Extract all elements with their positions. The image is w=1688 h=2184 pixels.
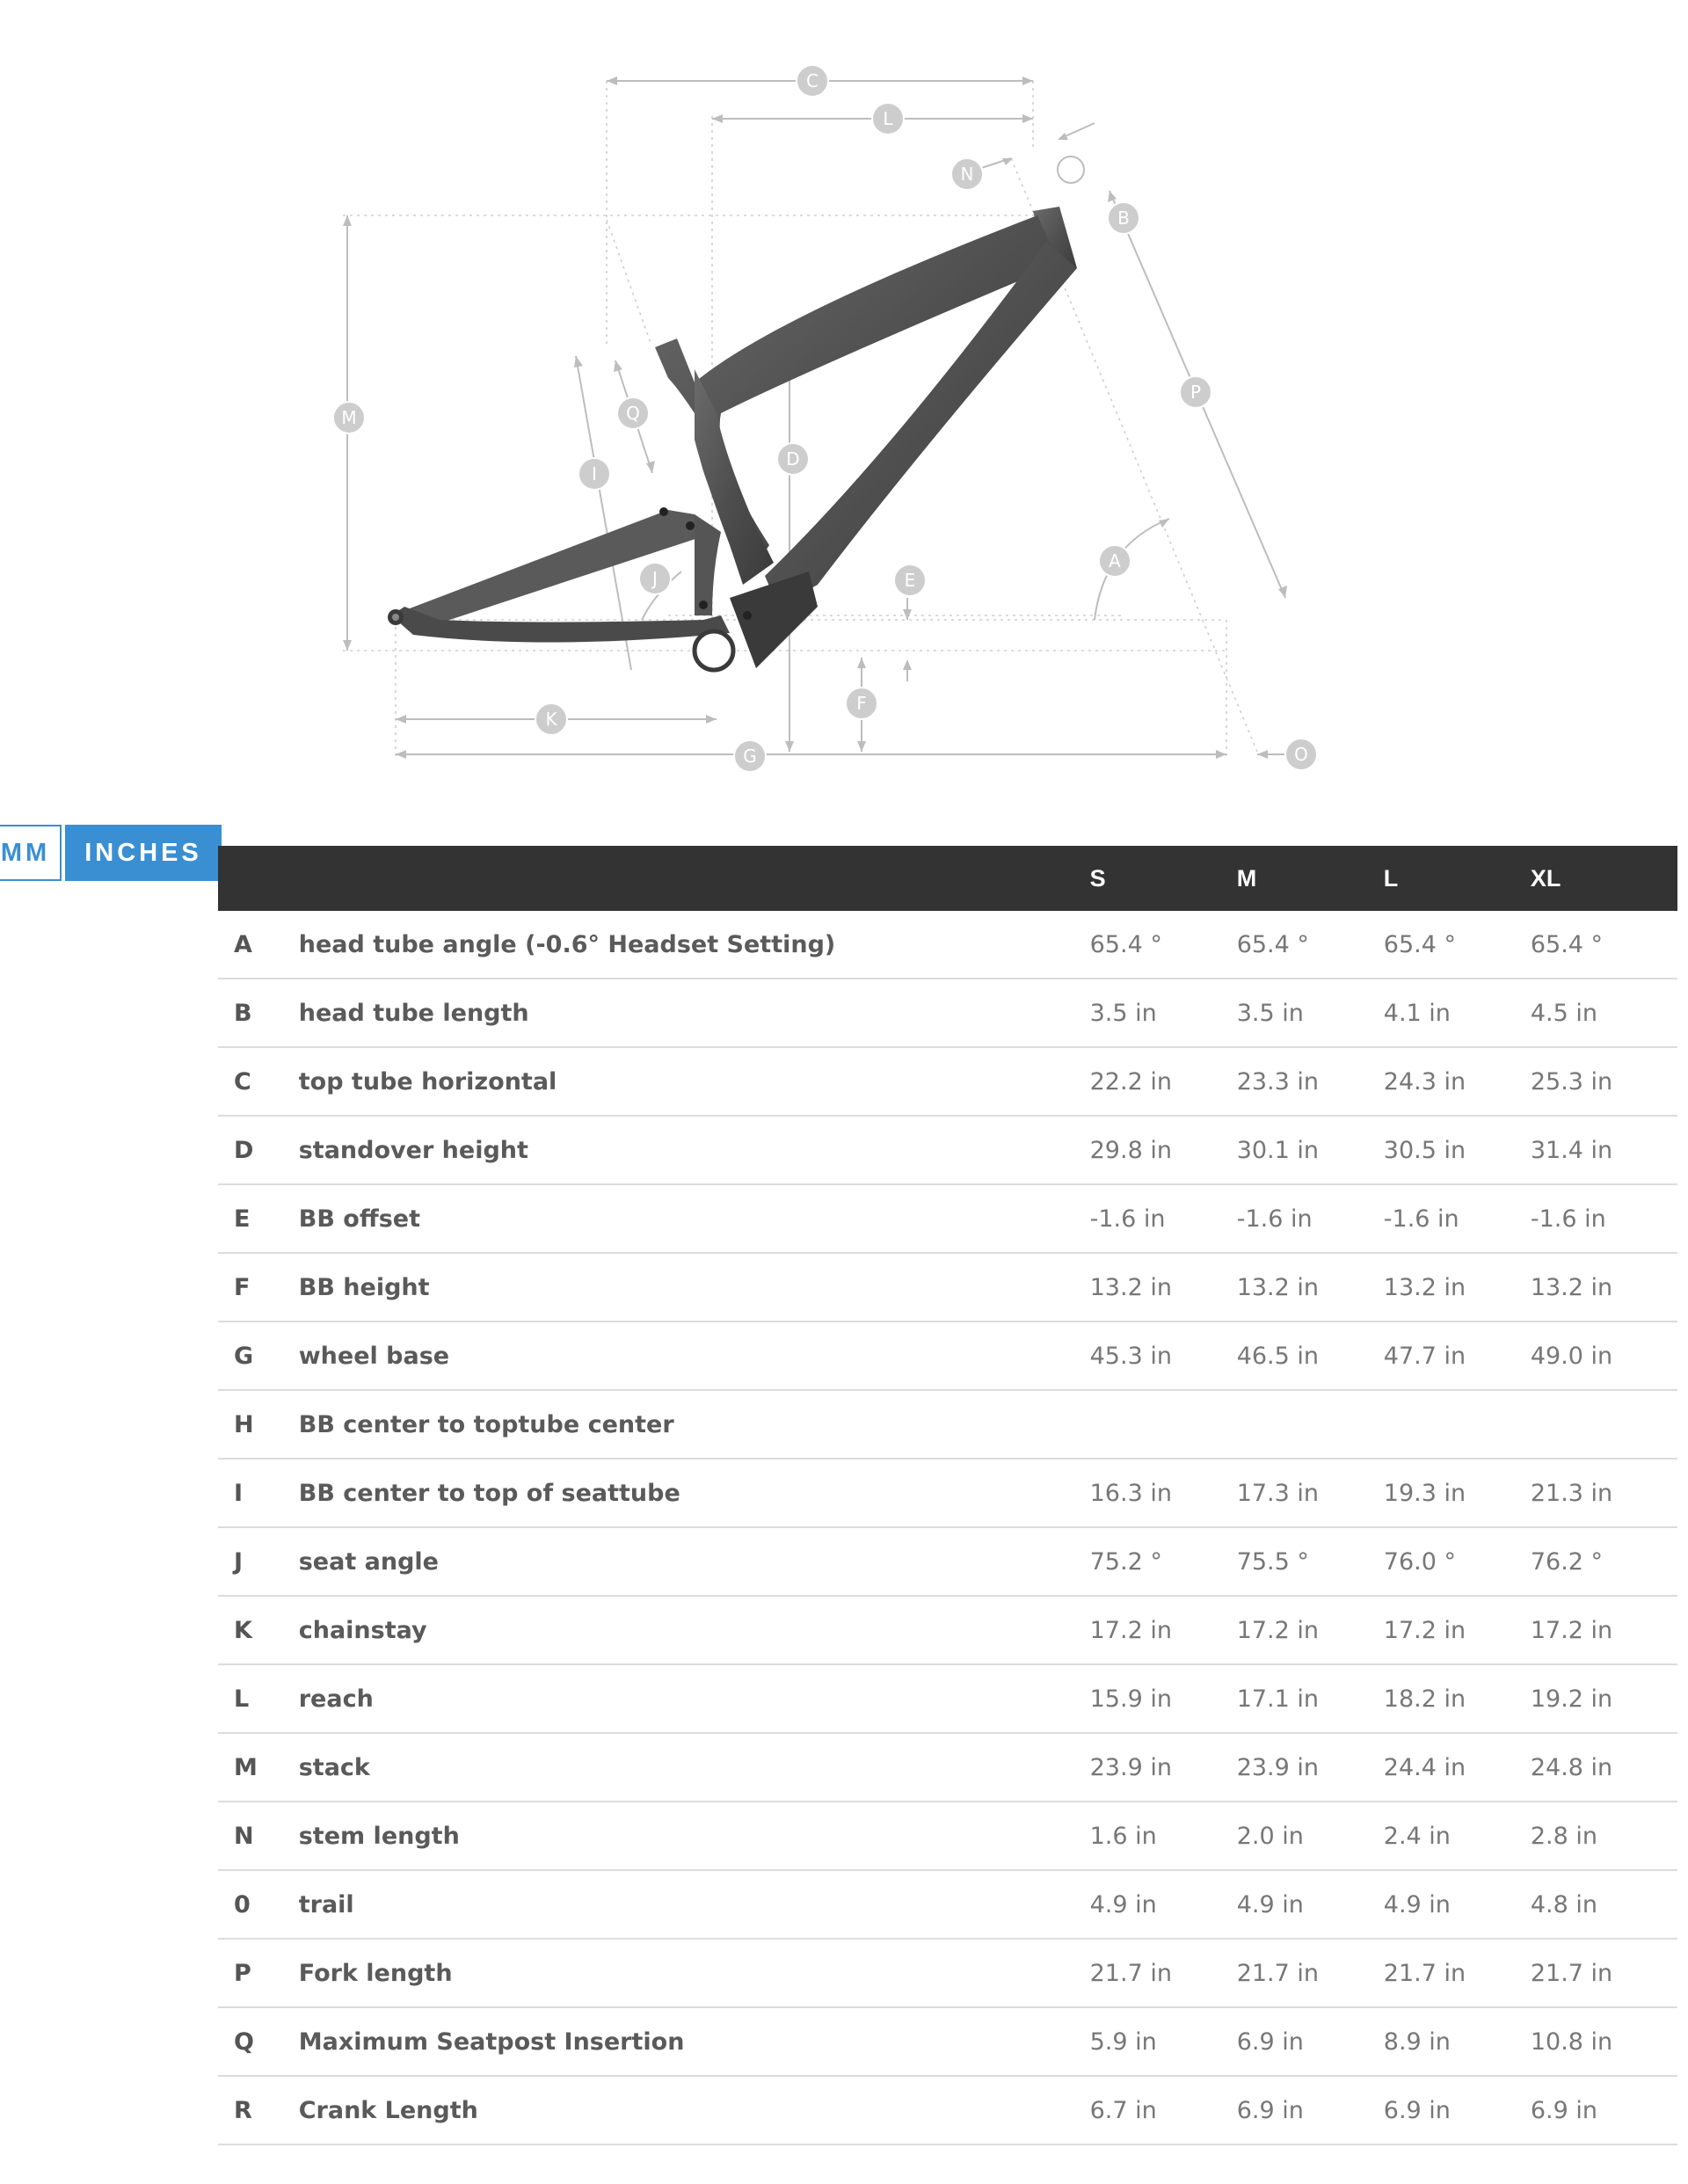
- row-value: -1.6 in: [1384, 1184, 1531, 1253]
- unit-toggle: [0, 825, 222, 885]
- row-value: 76.2 °: [1531, 1527, 1677, 1596]
- row-value: 49.0 in: [1531, 1321, 1677, 1390]
- table-row: [218, 1390, 1677, 1459]
- row-value: 24.3 in: [1384, 1047, 1531, 1116]
- svg-text:Q: Q: [626, 403, 640, 424]
- geometry-table: [218, 846, 1677, 2145]
- row-value: 25.3 in: [1531, 1047, 1677, 1116]
- svg-text:K: K: [545, 709, 557, 730]
- svg-text:B: B: [1117, 207, 1130, 229]
- label-c: [797, 65, 828, 97]
- row-letter: F: [218, 1253, 299, 1321]
- guide-lines: [343, 81, 1257, 756]
- row-name: Maximum Seatpost Insertion: [299, 2007, 1090, 2076]
- table-row: [218, 1802, 1677, 1870]
- row-letter: M: [218, 1733, 299, 1802]
- row-value: 17.3 in: [1237, 1459, 1384, 1527]
- header-name: [299, 846, 1090, 911]
- row-letter: J: [218, 1527, 299, 1596]
- row-value: 3.5 in: [1237, 979, 1384, 1047]
- table-row: [218, 1184, 1677, 1253]
- row-value: 21.7 in: [1090, 1939, 1237, 2007]
- label-g: [734, 740, 766, 772]
- svg-text:P: P: [1190, 382, 1202, 403]
- row-value: 4.9 in: [1237, 1870, 1384, 1939]
- row-name: wheel base: [299, 1321, 1090, 1390]
- table-row: [218, 979, 1677, 1047]
- mm-unit-button[interactable]: MM: [0, 825, 62, 881]
- svg-text:M: M: [341, 407, 357, 428]
- row-value: [1384, 1390, 1531, 1459]
- row-value: 2.0 in: [1237, 1802, 1384, 1870]
- row-value: 46.5 in: [1237, 1321, 1384, 1390]
- row-name: BB height: [299, 1253, 1090, 1321]
- table-row: [218, 1733, 1677, 1802]
- table-row: [218, 1596, 1677, 1664]
- row-value: 6.9 in: [1237, 2076, 1384, 2144]
- row-value: -1.6 in: [1531, 1184, 1677, 1253]
- svg-text:F: F: [856, 693, 867, 714]
- svg-text:O: O: [1294, 744, 1308, 765]
- row-letter: P: [218, 1939, 299, 2007]
- row-name: Crank Length: [299, 2076, 1090, 2144]
- label-j: [639, 563, 671, 594]
- table-body: [218, 911, 1677, 2144]
- table-row: [218, 1939, 1677, 2007]
- table-row: [218, 1527, 1677, 1596]
- svg-text:J: J: [652, 568, 658, 589]
- row-value: 65.4 °: [1531, 911, 1677, 979]
- row-value: [1090, 1390, 1237, 1459]
- row-value: 8.9 in: [1384, 2007, 1531, 2076]
- row-value: 75.5 °: [1237, 1527, 1384, 1596]
- inches-unit-button[interactable]: INCHES: [65, 825, 222, 881]
- row-value: 17.2 in: [1237, 1596, 1384, 1664]
- row-value: 6.9 in: [1237, 2007, 1384, 2076]
- row-value: 30.5 in: [1384, 1116, 1531, 1184]
- row-value: 24.8 in: [1531, 1733, 1677, 1802]
- row-value: 30.1 in: [1237, 1116, 1384, 1184]
- row-value: 4.1 in: [1384, 979, 1531, 1047]
- row-value: 22.2 in: [1090, 1047, 1237, 1116]
- svg-text:C: C: [806, 70, 819, 91]
- row-value: 65.4 °: [1384, 911, 1531, 979]
- row-value: 13.2 in: [1531, 1253, 1677, 1321]
- row-value: 17.2 in: [1531, 1596, 1677, 1664]
- row-letter: K: [218, 1596, 299, 1664]
- row-value: 15.9 in: [1090, 1664, 1237, 1733]
- svg-text:I: I: [592, 463, 597, 484]
- row-value: 6.7 in: [1090, 2076, 1237, 2144]
- row-value: 75.2 °: [1090, 1527, 1237, 1596]
- row-value: 10.8 in: [1531, 2007, 1677, 2076]
- row-value: -1.6 in: [1237, 1184, 1384, 1253]
- row-value: 4.9 in: [1090, 1870, 1237, 1939]
- row-value: 4.8 in: [1531, 1870, 1677, 1939]
- table-header-row: [218, 846, 1677, 911]
- label-o: [1285, 739, 1317, 770]
- svg-text:N: N: [960, 164, 974, 185]
- row-value: 45.3 in: [1090, 1321, 1237, 1390]
- row-value: 23.9 in: [1237, 1733, 1384, 1802]
- row-value: 65.4 °: [1237, 911, 1384, 979]
- bike-frame: [388, 207, 1077, 670]
- row-name: BB center to toptube center: [299, 1390, 1090, 1459]
- row-name: BB center to top of seattube: [299, 1459, 1090, 1527]
- svg-text:E: E: [904, 570, 916, 591]
- row-value: 2.8 in: [1531, 1802, 1677, 1870]
- table-row: [218, 1870, 1677, 1939]
- row-letter: Q: [218, 2007, 299, 2076]
- svg-text:G: G: [743, 746, 757, 767]
- label-e: [894, 564, 926, 596]
- row-value: 2.4 in: [1384, 1802, 1531, 1870]
- row-value: 21.7 in: [1384, 1939, 1531, 2007]
- row-value: -1.6 in: [1090, 1184, 1237, 1253]
- table-row: [218, 1321, 1677, 1390]
- row-name: seat angle: [299, 1527, 1090, 1596]
- row-value: 65.4 °: [1090, 911, 1237, 979]
- size-header-s: S: [1089, 864, 1106, 892]
- row-letter: G: [218, 1321, 299, 1390]
- row-value: 1.6 in: [1090, 1802, 1237, 1870]
- row-name: top tube horizontal: [299, 1047, 1090, 1116]
- row-letter: C: [218, 1047, 299, 1116]
- label-m: [333, 402, 365, 433]
- label-q: [617, 397, 649, 429]
- row-letter: H: [218, 1390, 299, 1459]
- size-header-l: L: [1383, 864, 1399, 892]
- row-value: 18.2 in: [1384, 1664, 1531, 1733]
- dimension-labels: [333, 65, 1317, 772]
- row-name: stack: [299, 1733, 1090, 1802]
- table-row: [218, 1459, 1677, 1527]
- label-i: [578, 458, 610, 490]
- row-name: chainstay: [299, 1596, 1090, 1664]
- row-name: stem length: [299, 1802, 1090, 1870]
- row-value: 16.3 in: [1090, 1459, 1237, 1527]
- row-name: head tube length: [299, 979, 1090, 1047]
- row-value: 29.8 in: [1090, 1116, 1237, 1184]
- svg-text:A: A: [1109, 550, 1121, 571]
- row-letter: 0: [218, 1870, 299, 1939]
- header-letter: [218, 846, 299, 911]
- size-header-m: M: [1236, 864, 1257, 892]
- row-value: [1237, 1390, 1384, 1459]
- table-row: [218, 1047, 1677, 1116]
- row-value: [1531, 1390, 1677, 1459]
- label-k: [535, 703, 567, 735]
- label-l: [872, 103, 904, 135]
- row-value: 13.2 in: [1237, 1253, 1384, 1321]
- row-letter: D: [218, 1116, 299, 1184]
- row-name: BB offset: [299, 1184, 1090, 1253]
- row-name: trail: [299, 1870, 1090, 1939]
- label-a: [1099, 545, 1131, 577]
- row-letter: E: [218, 1184, 299, 1253]
- label-f: [846, 688, 877, 719]
- row-value: 13.2 in: [1384, 1253, 1531, 1321]
- row-value: 19.3 in: [1384, 1459, 1531, 1527]
- label-b: [1108, 202, 1139, 234]
- table-row: [218, 1664, 1677, 1733]
- row-name: Fork length: [299, 1939, 1090, 2007]
- row-name: standover height: [299, 1116, 1090, 1184]
- label-n: [951, 158, 983, 190]
- table-row: [218, 1253, 1677, 1321]
- row-value: 23.3 in: [1237, 1047, 1384, 1116]
- row-value: 17.2 in: [1384, 1596, 1531, 1664]
- svg-text:L: L: [883, 108, 893, 129]
- row-value: 3.5 in: [1090, 979, 1237, 1047]
- row-value: 5.9 in: [1090, 2007, 1237, 2076]
- row-value: 17.2 in: [1090, 1596, 1237, 1664]
- row-value: 4.5 in: [1531, 979, 1677, 1047]
- label-d: [777, 443, 809, 475]
- table-row: [218, 911, 1677, 979]
- row-value: 47.7 in: [1384, 1321, 1531, 1390]
- row-value: 23.9 in: [1090, 1733, 1237, 1802]
- row-value: 21.7 in: [1237, 1939, 1384, 2007]
- dimension-lines: [343, 76, 1292, 759]
- label-p: [1180, 376, 1211, 408]
- svg-text:D: D: [786, 448, 800, 470]
- row-value: 13.2 in: [1090, 1253, 1237, 1321]
- size-header-xl: XL: [1530, 864, 1561, 892]
- row-letter: L: [218, 1664, 299, 1733]
- row-value: 4.9 in: [1384, 1870, 1531, 1939]
- row-letter: R: [218, 2076, 299, 2144]
- row-value: 21.3 in: [1531, 1459, 1677, 1527]
- row-value: 19.2 in: [1531, 1664, 1677, 1733]
- table-row: [218, 2007, 1677, 2076]
- row-letter: A: [218, 911, 299, 979]
- row-value: 31.4 in: [1531, 1116, 1677, 1184]
- row-letter: I: [218, 1459, 299, 1527]
- row-letter: N: [218, 1802, 299, 1870]
- row-value: 76.0 °: [1384, 1527, 1531, 1596]
- row-letter: B: [218, 979, 299, 1047]
- row-name: reach: [299, 1664, 1090, 1733]
- row-value: 24.4 in: [1384, 1733, 1531, 1802]
- row-value: 17.1 in: [1237, 1664, 1384, 1733]
- table-row: [218, 2076, 1677, 2144]
- row-value: 6.9 in: [1384, 2076, 1531, 2144]
- row-value: 6.9 in: [1531, 2076, 1677, 2144]
- row-name: head tube angle (-0.6° Headset Setting): [299, 911, 1090, 979]
- table-row: [218, 1116, 1677, 1184]
- frame-geometry-diagram: [0, 0, 1688, 826]
- row-value: 21.7 in: [1531, 1939, 1677, 2007]
